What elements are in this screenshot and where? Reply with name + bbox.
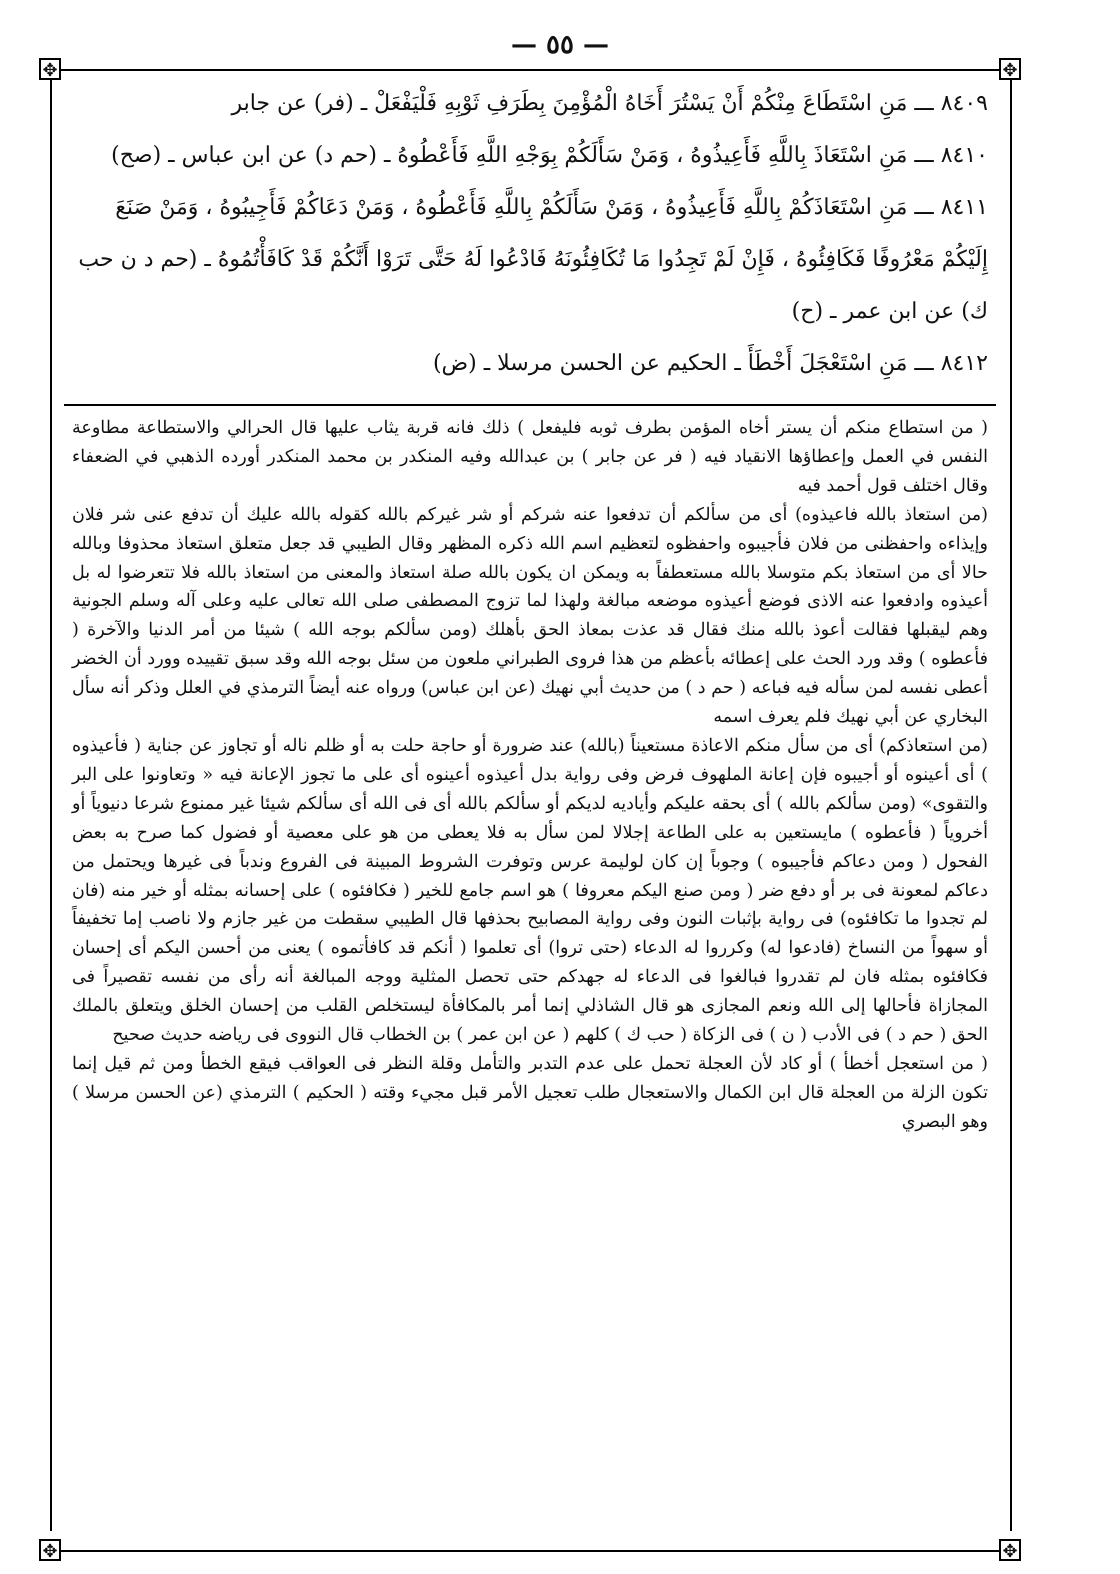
commentary-section <box>72 414 988 1534</box>
commentary-paragraph-8409: ( من استطاع منكم أن يستر أخاه المؤمن بطرف ثوبه فليفعل ) ذلك فانه قربة يثاب عليها قال الحرالي والاستطاعة مطاوعة النفس في العمل وإعطاؤها الانقياد فيه ( فر عن جابر ) بن عبدالله وفيه المنكدر بن محمد المنكدر أورده الذهبي في الضعفاء وقال اختلف قول أحمد فيه <box>72 418 988 496</box>
commentary-paragraph-8411: (من استعاذكم) أى من سأل منكم الاعاذة مستعيناً (بالله) عند ضرورة أو حاجة حلت به أو ظلم ناله أو تجاوز عن جناية ( فأعيذوه ) أى أعينوه أو أجيبوه فإن إعانة الملهوف فرض وفى رواية بدل أعيذوه أعينوه أى على ما تجوز الإعانة فيه « وتعاونوا على البر والتقوى» (ومن سألكم بالله ) أى بحقه عليكم وأياديه لديكم أو سألكم بالله أى فى الله أى سألكم شيئا غير ممنوع شرعا دنيوياً أو أخروياً ( فأعطوه ) مايستعين به على الطاعة إجلالا لمن سأل به فلا يعطى من هو على معصية أو فضول كما صرح به بعض الفحول ( ومن دعاكم فأجيبوه ) وجوباً إن كان لوليمة عرس وتوفرت الشروط المبينة فى الفروع وندباً فى غيرها ويحتمل من دعاكم لمعونة فى بر أو دفع ضر ( ومن صنع اليكم معروفا ) هو اسم جامع للخير ( فكافئوه ) على إحسانه بمثله أو خير منه (فان لم تجدوا ما تكافئوه) فى رواية بإثبات النون وفى رواية المصابيح بحذفها قال الطيبي سقطت من غير جازم ولا ناصب إما تخفيفاً أو سهواً من النساخ (فادعوا له) وكرروا له الدعاء (حتى تروا) أى تعلموا ( أنكم قد كافأتموه ) يعنى من أحسن اليكم أى إحسان فكافئوه بمثله فان لم تقدروا فبالغوا فى الدعاء له جهدكم حتى تحصل المثلية ووجه المبالغة أنه رأى من نفسه تقصيراً فى المجازاة فأحالها إلى الله ونعم المجازى هو قال الشاذلي إنما أمر بالمكافأة ليستخلص القلب من إحسان الخلق ويتعلق بالملك الحق ( حم د ) فى الأدب ( ن ) فى الزكاة ( حب ك ) كلهم ( عن ابن عمر ) بن الخطاب قال النووى فى رياضه حديث صحيح <box>72 735 988 1046</box>
corner-ornament-icon: ✥ <box>39 1539 61 1561</box>
commentary-paragraph-8412: ( من استعجل أخطأ ) أو كاد لأن العجلة تحمل على عدم التدبر والتأمل وقلة النظر فى العواقب فيقع الخطأ ومن ثم قيل إنما تكون الزلة من العجلة قال ابن الكمال والاستعجال طلب تعجيل الأمر قبل مجيء وقته ( الحكيم ) الترمذي (عن الحسن مرسلا ) وهو البصري <box>72 1053 988 1132</box>
corner-ornament-icon: ✥ <box>999 58 1021 80</box>
corner-ornament-icon: ✥ <box>39 58 61 80</box>
page-frame-bottom-rule <box>50 1550 1010 1552</box>
hadith-8411: ٨٤١١ ـــ مَنِ اسْتَعَاذَكُمْ بِاللَّهِ فَأَعِيذُوهُ ، وَمَنْ سَأَلَكُمْ بِاللَّهِ فَأَعْطُوهُ ، وَمَنْ دَعَاكُمْ فَأَجِيبُوهُ ، وَمَنْ صَنَعَ إِلَيْكُمْ مَعْرُوفًا فَكَافِئُوهُ ، فَإِنْ لَمْ تَجِدُوا مَا تُكَافِئُونَهُ فَادْعُوا لَهُ حَتَّى تَرَوْا أَنَّكُمْ قَدْ كَافَأْتُمُوهُ ـ (حم د ن حب ك) عن ابن عمر ـ (ح) <box>78 195 988 324</box>
hadith-8410: ٨٤١٠ ـــ مَنِ اسْتَعَاذَ بِاللَّهِ فَأَعِيذُوهُ ، وَمَنْ سَأَلَكُمْ بِوَجْهِ اللَّهِ فَأَعْطُوهُ ـ (حم د) عن ابن عباس ـ (صح) <box>111 143 988 168</box>
corner-ornament-icon: ✥ <box>999 1539 1021 1561</box>
hadith-8409: ٨٤٠٩ ـــ مَنِ اسْتَطَاعَ مِنْكُمْ أَنْ يَسْتُرَ أَخَاهُ الْمُؤْمِنَ بِطَرَفِ ثَوْبِهِ فَلْيَفْعَلْ ـ (فر) عن جابر <box>231 91 988 116</box>
hadith-8412: ٨٤١٢ ـــ مَنِ اسْتَعْجَلَ أَخْطَأَ ـ الحكيم عن الحسن مرسلا ـ (ض) <box>432 351 988 376</box>
section-divider <box>64 404 996 406</box>
page-number: — ٥٥ — <box>510 30 610 60</box>
commentary-paragraph-8410: (من استعاذ بالله فاعيذوه) أى من سألكم أن تدفعوا عنه شركم أو شر غيركم بالله كقوله بالله عليك أن تدفع عنى شر فلان وإيذاءه واحفظنى من فلان فأجيبوه واحفظوه لتعظيم اسم الله ذكره المظهر وقال الطيبي قد جعل متعلق استعاذ محذوفا وبالله حالا أى من استعاذ بكم متوسلا بالله مستعطفاً به ويمكن ان يكون بالله صلة استعاذ والمعنى من استعاذ بالله فلا تتعرضوا له بل أعيذوه وادفعوا عنه الاذى فوضع أعيذوه موضعه مبالغة ولهذا لما تزوج المصطفى صلى الله تعالى عليه وعلى آله وسلم الجونية وهم ليقبلها فقالت أعوذ بالله منك فقال قد عذت بمعاذ الحق بأهلك (ومن سألكم بوجه الله ) شيئا من أمر الدنيا والآخرة ( فأعطوه ) وقد ورد الحث على إعطائه بأعظم من هذا فروى الطبراني ملعون من سئل بوجه الله وقد سبق تقييده وورد أن الخضر أعطى نفسه لمن سأله فيه فباعه ( حم د ) من حديث أبي نهيك (عن ابن عباس) ورواه عنه أيضاً الترمذي في العلل وذكر أنه سأل البخاري عن أبي نهيك فلم يعرف اسمه <box>72 504 988 728</box>
hadith-list <box>72 78 988 398</box>
